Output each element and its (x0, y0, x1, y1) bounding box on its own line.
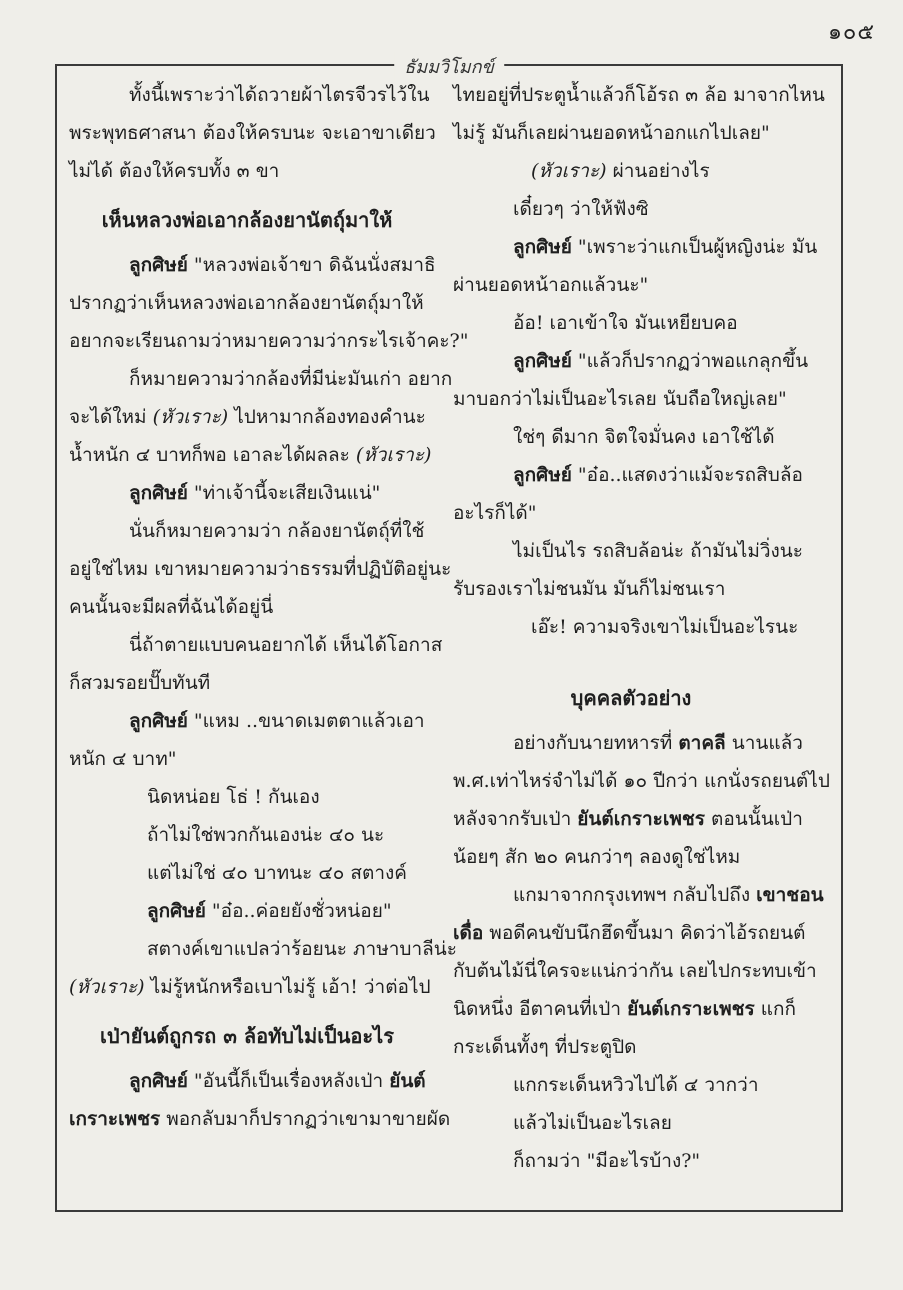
section-heading: เห็นหลวงพ่อเอากล้องยานัตถุ์มาให้ (101, 208, 393, 232)
bold-text: ลูกศิษย์ (129, 1070, 188, 1092)
text-line (453, 1142, 809, 1180)
text-run: ทั้งนี้เพราะว่าได้ถวายผ้าไตรจีวรไว้ใน (129, 84, 430, 106)
text-line (69, 436, 432, 474)
text-run: ถ้าไม่ใช่พวกกันเองน่ะ ๔๐ นะ (147, 824, 385, 846)
running-header: ธัมมวิโมกข์ (394, 52, 504, 81)
text-line (69, 398, 425, 436)
text-run: "เพราะว่าแกเป็นผู้หญิงน่ะ มัน (571, 236, 818, 258)
right-column (453, 76, 830, 1180)
text-run: มาบอกว่าไม่เป็นอะไรเลย นับถือใหญ่เลย" (453, 388, 787, 410)
text-run: อะไรก็ได้" (453, 502, 537, 524)
bold-text: ยันต์ (389, 1070, 426, 1092)
text-line (69, 816, 425, 854)
text-run: ผ่านอย่างไร (606, 160, 710, 182)
text-line (69, 626, 443, 664)
text-run: ปรากฏว่าเห็นหลวงพ่อเอากล้องยานัตถุ์มาให้ (69, 292, 424, 314)
text-run: ไปหามากล้องทองคำนะ (228, 406, 426, 428)
text-run: "แหม ..ขนาดเมตตาแล้วเอา (187, 710, 425, 732)
text-line (453, 228, 818, 266)
text-line (69, 284, 425, 322)
text-run: นั่นก็หมายความว่า กล้องยานัตถุ์ที่ใช้ (129, 520, 425, 542)
text-line (453, 1104, 809, 1142)
text-line (69, 1062, 425, 1100)
text-run: แล้วไม่เป็นอะไรเลย (513, 1112, 672, 1134)
text-run: กระเด็นทั้งๆ ที่ประตูปิด (453, 1036, 637, 1058)
text-run: แต่ไม่ใช่ ๔๐ บาทนะ ๔๐ สตางค์ (147, 862, 407, 884)
text-line (453, 266, 809, 304)
text-run: นิดหนึ่ง อีตาคนที่เป่า (453, 998, 628, 1020)
text-line (453, 76, 825, 114)
text-run: หลังจากรับเป่า (453, 808, 578, 830)
text-line (453, 914, 809, 952)
text-run: นิดหน่อย โธ่ ! กันเอง (147, 786, 320, 808)
text-run: อยู่ใช่ไหม เขาหมายความว่าธรรมที่ปฏิบัติอยู่นะ (69, 558, 452, 580)
bold-text: เดื่อ (453, 922, 484, 944)
text-line (69, 930, 457, 968)
text-run: พอกลับมาก็ปรากฏว่าเขามาขายผัด (160, 1108, 451, 1130)
text-line (69, 892, 425, 930)
text-run: เดี๋ยวๆ ว่าให้ฟังซิ (513, 198, 649, 220)
text-line (69, 246, 436, 284)
text-run: นานแล้ว (725, 732, 803, 754)
text-line (453, 570, 809, 608)
text-run: ไม่เป็นไร รถสิบล้อน่ะ ถ้ามันไม่วิ่งนะ (513, 540, 803, 562)
text-run: "ท่าเจ้านี้จะเสียเงินแน่" (187, 482, 381, 504)
text-run: ไม่รู้ มันก็เลยผ่านยอดหน้าอกแกไปเลย" (453, 122, 770, 144)
text-run: สตางค์เขาแปลว่าร้อยนะ ภาษาบาลีน่ะ (147, 938, 457, 960)
text-line (453, 342, 809, 380)
text-line (69, 968, 431, 1006)
text-run: พระพุทธศาสนา ต้องให้ครบนะ จะเอาขาเดียว (69, 122, 436, 144)
text-line (69, 76, 430, 114)
text-line (453, 838, 809, 876)
text-line (453, 990, 809, 1028)
text-run: รับรองเราไม่ชนมัน มันก็ไม่ชนเรา (453, 578, 726, 600)
text-run: ผ่านยอดหน้าอกแล้วนะ" (453, 274, 649, 296)
text-line (453, 724, 809, 762)
bold-text: เกราะเพชร (69, 1108, 161, 1130)
text-run: ไม่รู้หนักหรือเบาไม่รู้ เอ้า! ว่าต่อไป (144, 976, 431, 998)
text-run: "แล้วก็ปรากฏว่าพอแกลุกขึ้น (571, 350, 809, 372)
text-line (69, 854, 425, 892)
text-run: น้ำหนัก ๔ บาทก็พอ เอาละได้ผลละ (69, 444, 356, 466)
text-line (69, 360, 453, 398)
bold-text: ลูกศิษย์ (129, 710, 188, 732)
bold-text: ยันต์เกราะเพชร (577, 808, 705, 830)
text-line (69, 114, 436, 152)
text-run: "หลวงพ่อเจ้าขา ดิฉันนั่งสมาธิ (187, 254, 436, 276)
text-line (453, 952, 817, 990)
text-line (453, 114, 809, 152)
text-run: อ้อ! เอาเข้าใจ มันเหยียบคอ (513, 312, 738, 334)
italic-text: (หัวเราะ) (152, 406, 229, 428)
text-line (69, 1100, 451, 1138)
text-line (453, 456, 809, 494)
text-run: นี่ถ้าตายแบบคนอยากได้ เห็นได้โอกาส (129, 634, 443, 656)
text-line (69, 474, 425, 512)
text-line (69, 588, 425, 626)
bold-text: ยันต์เกราะเพชร (627, 998, 755, 1020)
bold-text: ลูกศิษย์ (129, 482, 188, 504)
text-line (453, 532, 809, 570)
text-line (453, 608, 809, 646)
text-run: อย่างกับนายทหารที่ (513, 732, 679, 754)
text-line (453, 304, 809, 342)
text-run: อยากจะเรียนถามว่าหมายความว่ากระไรเจ้าคะ?" (69, 330, 469, 352)
text-run: ไทยอยู่ที่ประตูน้ำแล้วก็โอ้รถ ๓ ล้อ มาจากไหน (453, 84, 825, 106)
page-frame (55, 57, 843, 1212)
text-line (69, 664, 425, 702)
italic-text: (หัวเราะ) (355, 444, 432, 466)
bold-text: ลูกศิษย์ (513, 236, 572, 258)
text-run: กับต้นไม้นี่ใครจะแน่กว่ากัน เลยไปกระทบเข้า (453, 960, 817, 982)
text-line (453, 380, 809, 418)
bold-text: ลูกศิษย์ (129, 254, 188, 276)
page-number: ๑๐๕ (827, 20, 875, 45)
text-line (69, 322, 469, 360)
text-run: หนัก ๔ บาท" (69, 748, 177, 770)
text-run: "อ๋อ..ค่อยยังชั่วหน่อย" (205, 900, 392, 922)
text-run: ก็สวมรอยปั๊บทันที (69, 672, 211, 694)
text-run: เอ๊ะ! ความจริงเขาไม่เป็นอะไรนะ (531, 616, 799, 638)
text-line (69, 550, 452, 588)
text-line (453, 190, 809, 228)
text-line (453, 762, 830, 800)
text-line (453, 418, 809, 456)
text-line (69, 778, 425, 816)
text-line (453, 876, 824, 914)
text-line (453, 1028, 809, 1066)
text-line (453, 1066, 809, 1104)
text-line (453, 152, 809, 190)
text-run: พ.ศ.เท่าไหร่จำไม่ได้ ๑๐ ปีกว่า แกนั่งรถยนต์ไป (453, 770, 830, 792)
text-run: "อ๋อ..แสดงว่าแม้จะรถสิบล้อ (571, 464, 803, 486)
text-run: แกกระเด็นหวิวไปได้ ๔ วากว่า (513, 1074, 759, 1096)
text-line (69, 702, 425, 740)
text-run: ก็หมายความว่ากล้องที่มีน่ะมันเก่า อยาก (129, 368, 453, 390)
text-run: "อันนี้ก็เป็นเรื่องหลังเป่า (187, 1070, 390, 1092)
bold-text: ลูกศิษย์ (513, 464, 572, 486)
bold-text: เขาชอน (756, 884, 824, 906)
italic-text: (หัวเราะ) (531, 160, 607, 182)
text-run: ไม่ได้ ต้องให้ครบทั้ง ๓ ขา (69, 160, 280, 182)
section-heading: บุคคลตัวอย่าง (570, 686, 692, 710)
section-spacer (453, 646, 809, 668)
text-line (453, 800, 809, 838)
bold-text: ลูกศิษย์ (147, 900, 206, 922)
text-run: พอดีคนขับนึกฮึดขึ้นมา คิดว่าไอ้รถยนต์ (483, 922, 806, 944)
text-run: คนนั้นจะมีผลที่ฉันได้อยู่นี่ (69, 596, 274, 618)
text-run: น้อยๆ สัก ๒๐ คนกว่าๆ ลองดูใช่ไหม (453, 846, 741, 868)
bold-text: ตาคลี (678, 732, 726, 754)
text-run: แกมาจากกรุงเทพฯ กลับไปถึง (513, 884, 757, 906)
text-line (69, 740, 425, 778)
section-heading: เป่ายันต์ถูกรถ ๓ ล้อทับไม่เป็นอะไร (100, 1024, 394, 1048)
italic-text: (หัวเราะ) (69, 976, 145, 998)
text-line (69, 512, 425, 550)
text-run: ตอนนั้นเป่า (704, 808, 803, 830)
text-run: จะได้ใหม่ (69, 406, 153, 428)
text-run: แกก็ (754, 998, 797, 1020)
text-line (453, 494, 809, 532)
bold-text: ลูกศิษย์ (513, 350, 572, 372)
text-run: ใช่ๆ ดีมาก จิตใจมั่นคง เอาใช้ได้ (513, 426, 775, 448)
text-line (69, 152, 425, 190)
text-run: ก็ถามว่า "มีอะไรบ้าง?" (513, 1150, 701, 1172)
